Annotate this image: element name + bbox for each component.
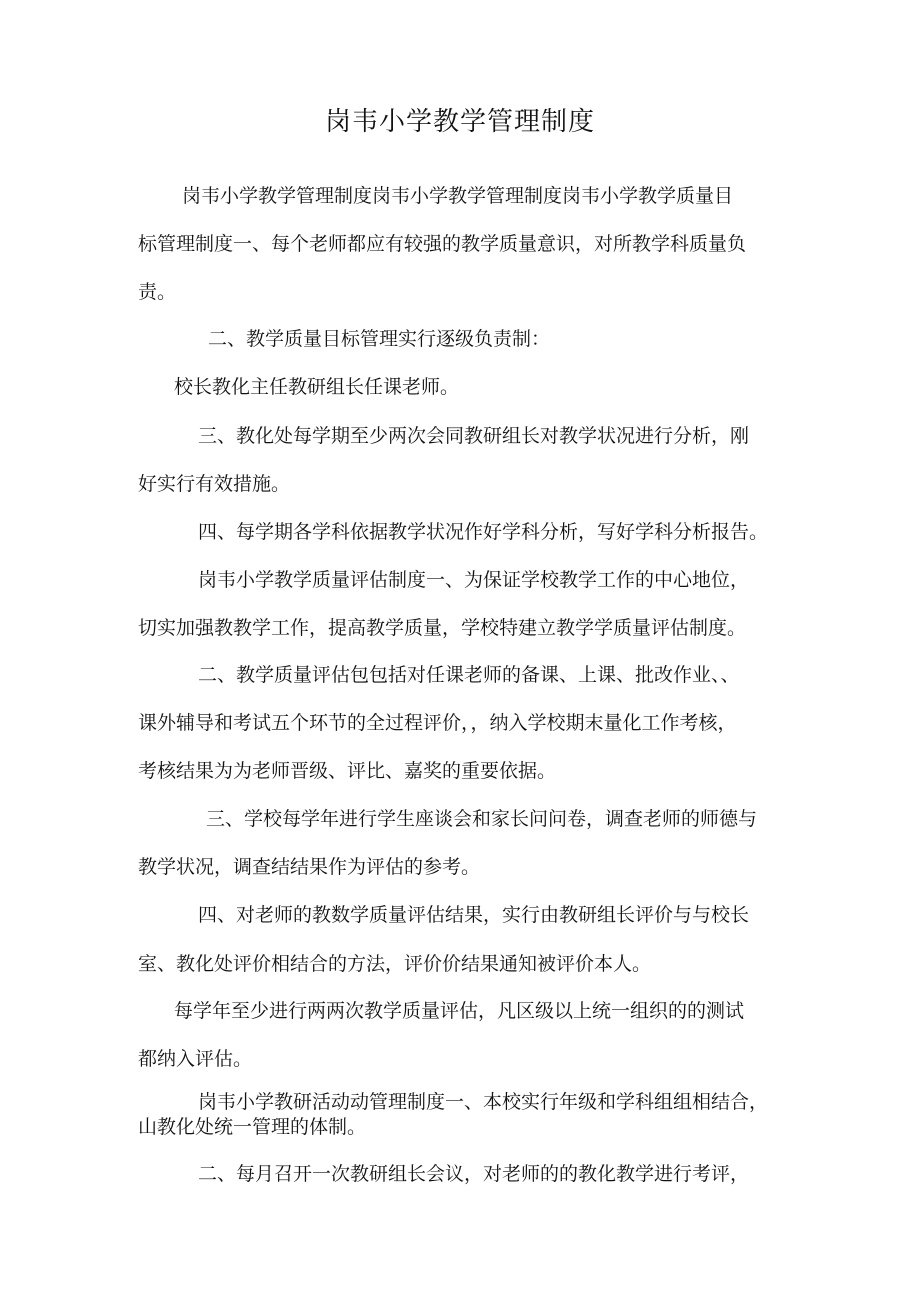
paragraph-line: 岗韦小学教学管理制度岗韦小学教学管理制度岗韦小学教学质量目	[182, 185, 734, 207]
paragraph-line: 岗韦小学教研活动动管理制度一、本校实行年级和学科组组相结合，	[198, 1091, 769, 1113]
paragraph-line: 三、教化处每学期至少两次会同教研组长对教学状况进行分析，刚	[198, 425, 750, 447]
paragraph-line: 二、每月召开一次教研组长会议，对老师的的教化教学进行考评，	[198, 1163, 750, 1185]
paragraph-line: 四、对老师的教数学质量评估结果，实行由教研组长评价与与校长	[198, 904, 750, 926]
paragraph-line: 标管理制度一、每个老师都应有较强的教学质量意识，对所教学科质量负	[138, 233, 747, 255]
paragraph-line: 责。	[138, 281, 177, 303]
paragraph-line: 考核结果为为老师晋级、评比、嘉奖的重要依据。	[138, 760, 557, 782]
paragraph-line: 好实行有效措施。	[138, 473, 291, 495]
paragraph-line: 山教化处统一管理的体制。	[138, 1116, 367, 1138]
paragraph-line: 校长教化主任教研组长任课老师。	[174, 376, 460, 398]
paragraph-line: 四、每学期各学科依据教学状况作好学科分析，写好学科分析报告。	[198, 521, 769, 543]
paragraph-line: 教学状况，调查结结果作为评估的参考。	[138, 856, 481, 878]
paragraph-line: 每学年至少进行两两次教学质量评估，凡区级以上统一组织的的测试	[174, 1000, 745, 1022]
paragraph-line: 三、学校每学年进行学生座谈会和家长问问卷，调查老师的师德与	[206, 808, 758, 830]
paragraph-line: 二、教学质量目标管理实行逐级负责制：	[208, 328, 551, 350]
paragraph-line: 切实加强教教学工作，提高教学质量，学校特建立教学学质量评估制度。	[138, 617, 747, 639]
paragraph-line: 二、教学质量评估包包括对任课老师的备课、上课、批改作业、、	[198, 664, 740, 686]
paragraph-line: 都纳入评估。	[138, 1048, 253, 1070]
paragraph-line: 岗韦小学教学质量评估制度一、为保证学校教学工作的中心地位，	[198, 569, 750, 591]
paragraph-line: 课外辅导和考试五个环节的全过程评价，，纳入学校期末量化工作考核，	[138, 712, 737, 734]
document-title: 岗韦小学教学管理制度	[324, 107, 595, 137]
paragraph-line: 室、教化处评价相结合的方法，评价价结果通知被评价本人。	[138, 953, 652, 975]
